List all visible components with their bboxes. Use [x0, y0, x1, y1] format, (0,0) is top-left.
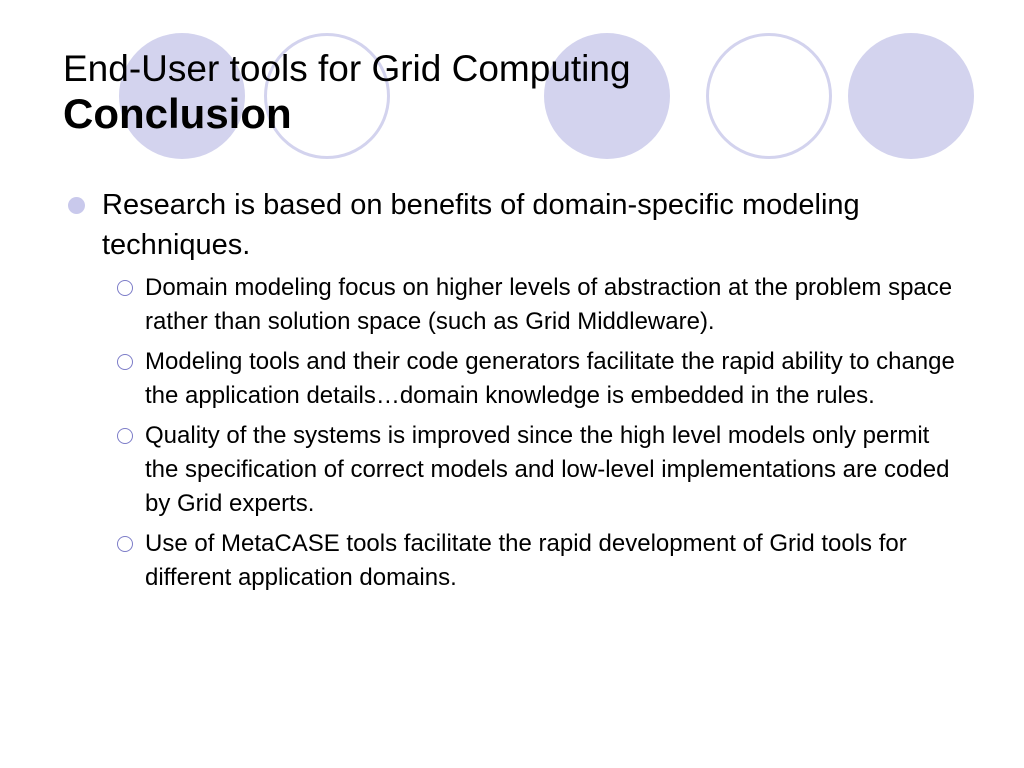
sub-bullet [117, 527, 968, 595]
bullet-ring-icon [117, 280, 133, 296]
bullet-dot-icon [68, 197, 85, 214]
bullet-ring-icon [117, 536, 133, 552]
bullet-text: Research is based on benefits of domain-specific modeling techniques. [102, 189, 860, 261]
sub-bullet-text: Domain modeling focus on higher levels of abstraction at the problem space rather than solution space (such as Grid Middleware). [145, 274, 953, 335]
slide-title [63, 48, 631, 138]
slide-title-line1: End-User tools for Grid Computing [63, 48, 631, 89]
slide-content [68, 185, 968, 601]
sub-bullet [117, 419, 968, 521]
sub-bullet-text: Use of MetaCASE tools facilitate the rapid development of Grid tools for different application domains. [145, 530, 907, 591]
sub-bullet-text: Quality of the systems is improved since the high level models only permit the specification of correct models and low-level implementations are coded by Grid experts. [145, 422, 950, 517]
decorative-circle-outline [706, 33, 832, 159]
decorative-circle-filled [848, 33, 974, 159]
sub-bullet [117, 345, 968, 413]
bullet-level1 [68, 185, 968, 265]
bullet-ring-icon [117, 354, 133, 370]
sub-bullet-list [117, 271, 968, 595]
bullet-ring-icon [117, 428, 133, 444]
sub-bullet [117, 271, 968, 339]
slide-title-line2: Conclusion [63, 90, 292, 137]
sub-bullet-text: Modeling tools and their code generators facilitate the rapid ability to change the application details…domain knowledge is embedded in the rules. [145, 348, 955, 409]
